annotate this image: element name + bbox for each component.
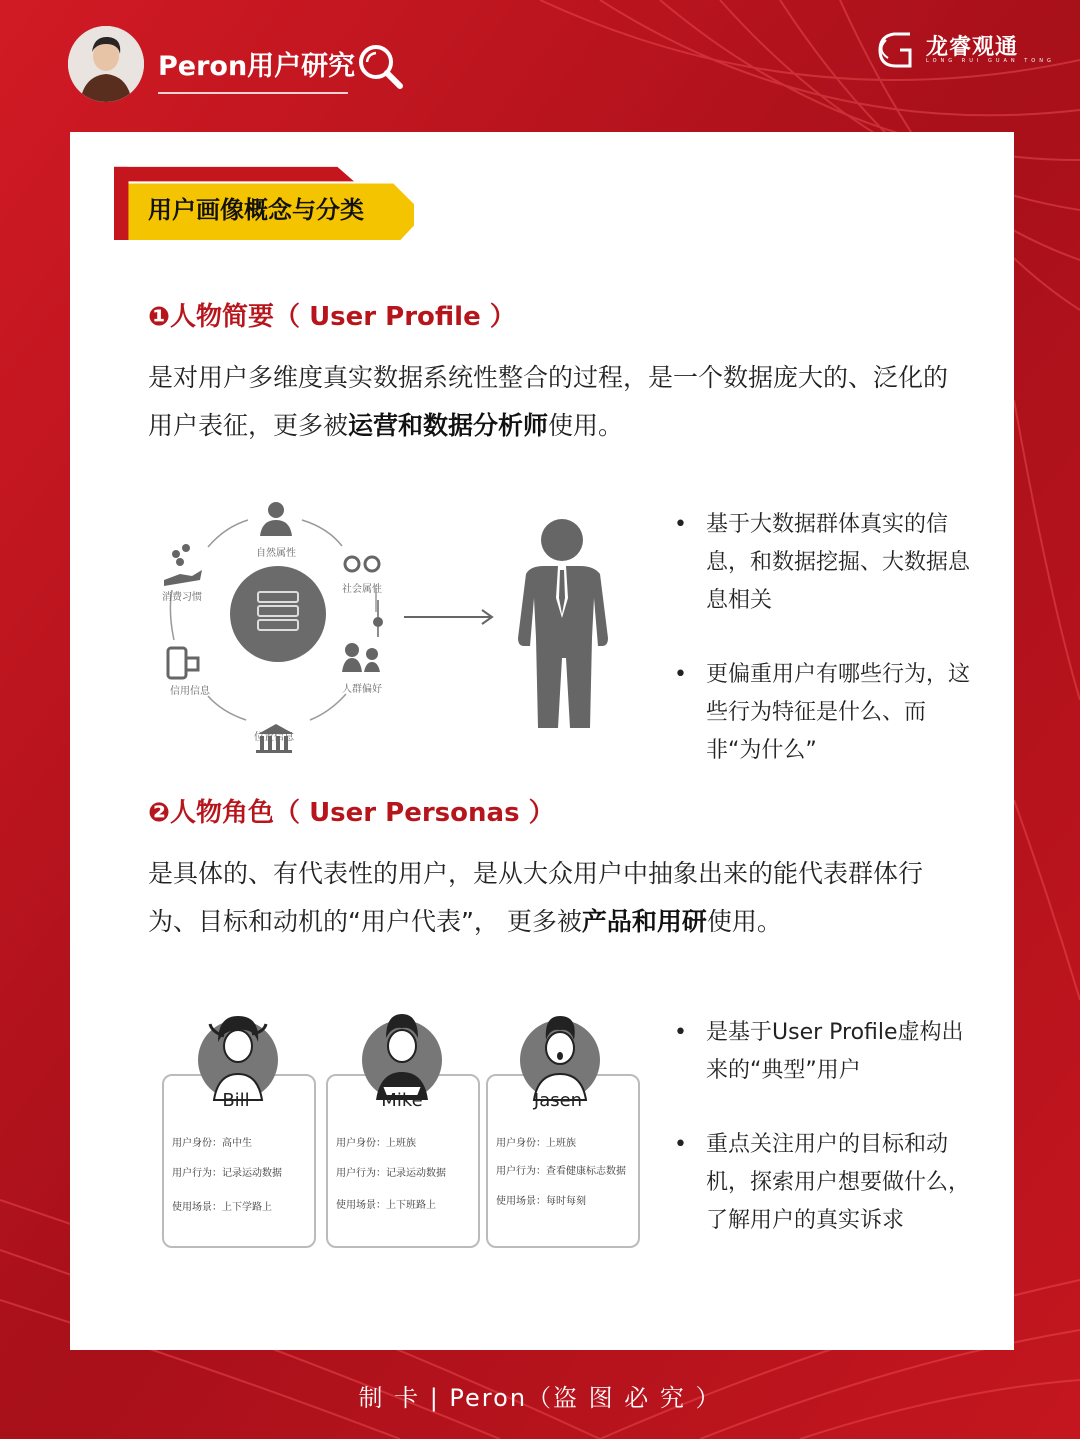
- consume-icon: [164, 544, 202, 586]
- crowd-pref-icon: [342, 600, 383, 672]
- social-attr-icon: [345, 557, 379, 571]
- content-card: [70, 132, 1014, 1350]
- diagram-label-credit: 信用信息: [170, 686, 210, 697]
- brand-subtitle: LONG RUI GUAN TONG: [926, 58, 1055, 64]
- section1-paragraph: 是对用户多维度真实数据系统性整合的过程，是一个数据庞大的、泛化的用户表征，更多被运营和数据分析师使用。: [148, 363, 949, 440]
- search-icon: [356, 42, 404, 90]
- footer-credit: 制 卡 | Peron（盗 图 必 究 ）: [358, 1384, 722, 1412]
- persona-card-bill: 用户身份：高中生 用户行为：记录运动数据 使用场景：上下学路上: [162, 1074, 316, 1248]
- credit-icon: [168, 648, 198, 678]
- diagram-label-social: 社会属性: [342, 584, 382, 595]
- section1-bullet: • 基于大数据群体真实的信息，和数据挖掘、大数据息息相关: [670, 506, 970, 620]
- section2-bullets: [670, 1014, 970, 1276]
- persona-avatar-bill: [188, 1002, 288, 1102]
- persona-card-mike: 用户身份：上班族 用户行为：记录运动数据 使用场景：上下班路上: [326, 1074, 480, 1248]
- section1-bullets: [670, 506, 970, 806]
- arrow-right-icon: [400, 602, 500, 632]
- natural-attr-icon: [260, 502, 292, 536]
- persona-name-mike: Mike: [381, 1090, 423, 1111]
- diagram-label-consume: 消费习惯: [162, 592, 202, 603]
- diagram-label-crowd: 人群偏好: [342, 684, 382, 695]
- section2-bullet: • 重点关注用户的目标和动机，探索用户想要做什么，了解用户的真实诉求: [670, 1126, 970, 1240]
- section1-emphasis: 运营和数据分析师: [348, 411, 549, 440]
- section2-bullet: • 是基于User Profile虚构出来的“典型”用户: [670, 1014, 970, 1090]
- banner-title: 用户画像概念与分类: [148, 196, 364, 224]
- section1-title: ❶人物简要（ User Profile ）: [148, 302, 516, 332]
- avatar: [68, 26, 144, 102]
- persona-name-jasen: Jasen: [533, 1090, 583, 1111]
- persona-avatar-mike: [352, 1002, 452, 1102]
- persona-card-jasen: 用户身份：上班族 用户行为：查看健康标志数据 使用场景：每时每刻: [486, 1074, 640, 1248]
- person-silhouette-icon: [514, 518, 614, 732]
- author-name: Peron用户研究: [158, 51, 356, 82]
- header-underline: [158, 92, 348, 94]
- persona-name-bill: Bill: [222, 1090, 250, 1111]
- diagram-label-natural: 自然属性: [256, 548, 296, 559]
- diagram-label-location: 位置信息: [254, 732, 294, 743]
- persona-avatar-jasen: [510, 1002, 610, 1102]
- section2-title: ❷人物角色（ User Personas ）: [148, 798, 555, 828]
- brand-name: 龙睿观通: [926, 35, 1019, 60]
- section2-paragraph: 是具体的、有代表性的用户，是从大众用户中抽象出来的能代表群体行为、目标和动机的“用户代表”， 更多被产品和用研使用。: [148, 859, 924, 936]
- section2-emphasis: 产品和用研: [581, 907, 707, 936]
- section1-bullet: • 更偏重用户有哪些行为，这些行为特征是什么、而非“为什么”: [670, 656, 970, 770]
